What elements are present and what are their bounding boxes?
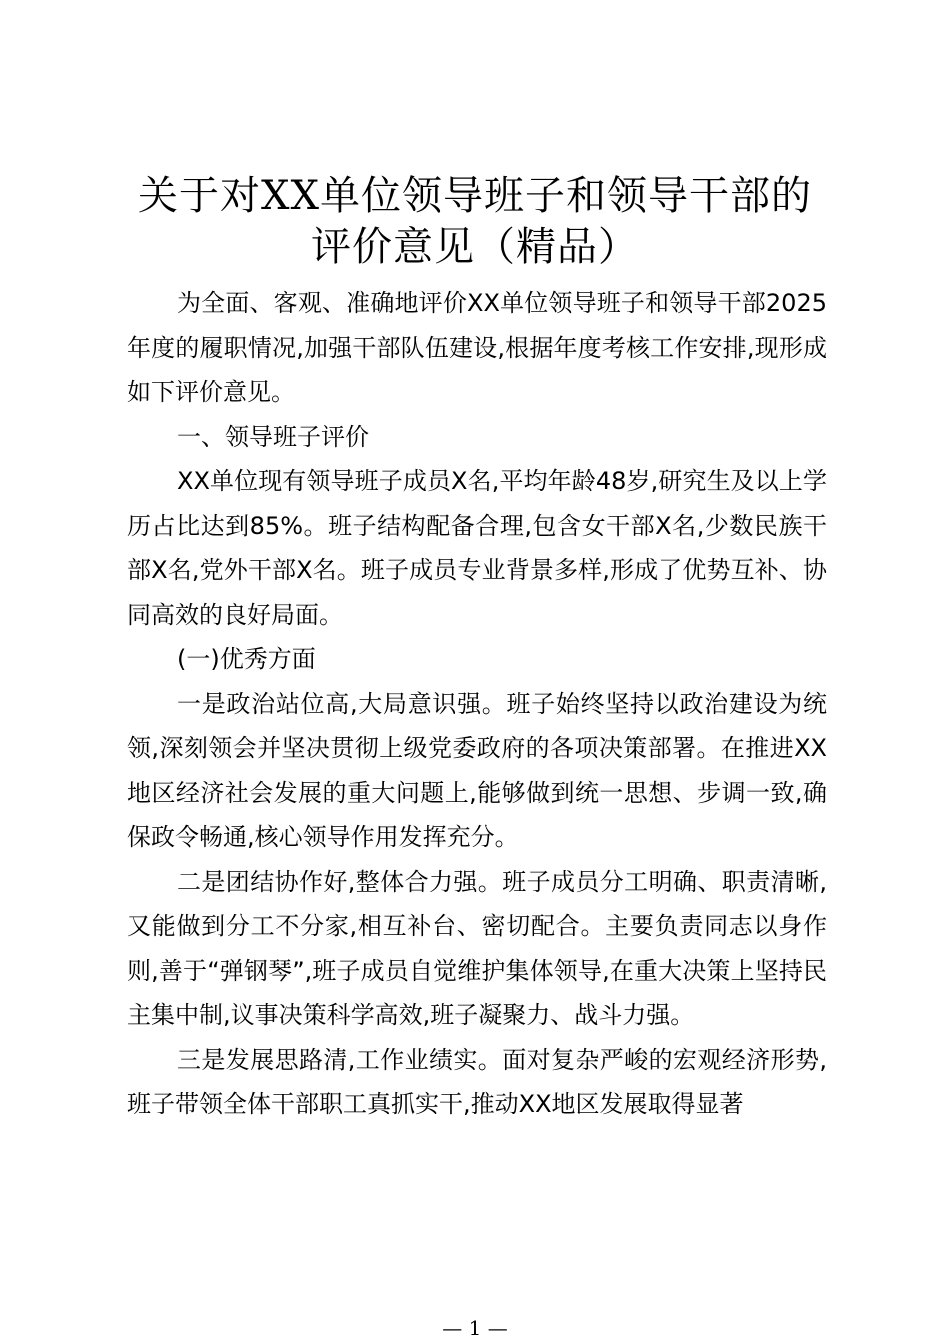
strength-paragraph-2: 二是团结协作好,整体合力强。班子成员分工明确、职责清晰,又能做到分工不分家,相互补台、密切配合。主要负责同志以身作则,善于“弹钢琴”,班子成员自觉维护集体领导,在重大决策上坚持民主集中制,议事决策科学高效,班子凝聚力、战斗力强。 [127,867,827,1029]
section-heading-leadership: 一、领导班子评价 [177,422,369,451]
strength-paragraph-1: 一是政治站位高,大局意识强。班子始终坚持以政治建设为统领,深刻领会并坚决贯彻上级党委政府的各项决策部署。在推进XX地区经济社会发展的重大问题上,能够做到统一思想、步调一致,确保政令畅通,核心领导作用发挥充分。 [127,689,827,851]
document-body [127,281,827,1127]
team-composition-paragraph: XX单位现有领导班子成员X名,平均年龄48岁,研究生及以上学历占比达到85%。班子结构配备合理,包含女干部X名,少数民族干部X名,党外干部X名。班子成员专业背景多样,形成了优势互补、协同高效的良好局面。 [127,467,827,629]
document-title-line-1: 关于对XX单位领导班子和领导干部的 [138,173,812,219]
strength-paragraph-3: 三是发展思路清,工作业绩实。面对复杂严峻的宏观经济形势,班子带领全体干部职工真抓实干,推动XX地区发展取得显著 [127,1045,827,1118]
subsection-heading-strengths: (一)优秀方面 [177,645,316,673]
document-title-line-2: 评价意见（精品） [311,224,639,270]
intro-paragraph: 为全面、客观、准确地评价XX单位领导班子和领导干部2025年度的履职情况,加强干部队伍建设,根据年度考核工作安排,现形成如下评价意见。 [127,289,827,406]
page-number: — 1 — [442,1316,508,1340]
